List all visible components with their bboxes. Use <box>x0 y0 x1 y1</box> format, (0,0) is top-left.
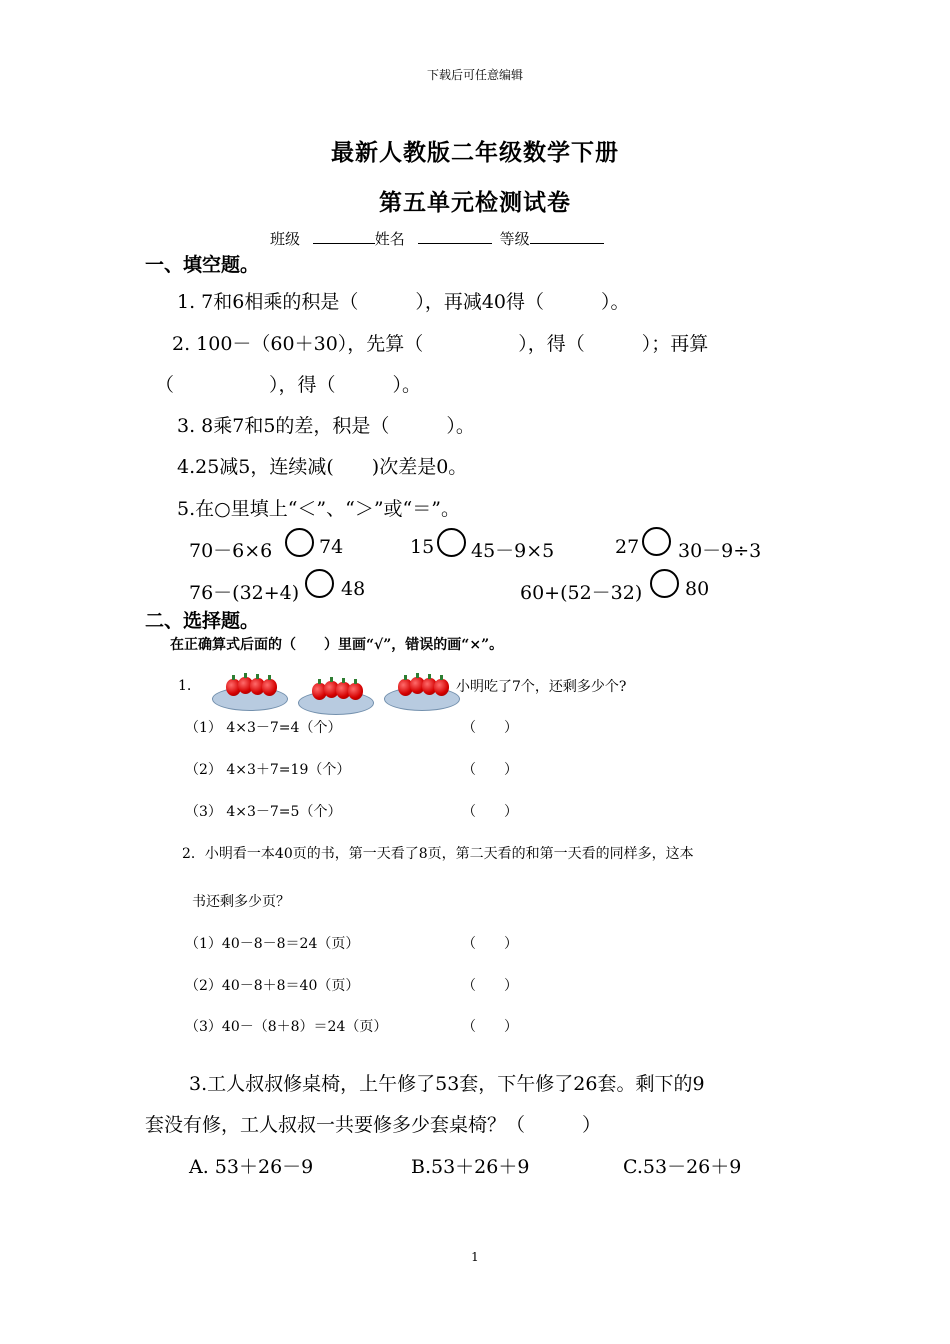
fill-question-1: 1. 7和6相乘的积是（ ），再减40得（ ）。 <box>177 291 630 313</box>
compare-right: 80 <box>685 578 710 600</box>
choice-option: （1）40－8－8＝24（页） <box>185 936 360 952</box>
answer-paren[interactable]: （ ） <box>462 762 518 778</box>
choice-b[interactable]: B.53＋26＋9 <box>411 1156 530 1178</box>
choice-problem-1-number: 1. <box>178 678 192 694</box>
student-info <box>270 228 604 249</box>
choice-option: （3）40－（8＋8）＝24（页） <box>185 1019 388 1035</box>
page-number: 1 <box>471 1250 479 1264</box>
compare-right: 74 <box>319 536 344 558</box>
name-blank[interactable] <box>418 229 492 244</box>
compare-right: 30－9÷3 <box>678 540 762 562</box>
compare-circle[interactable] <box>285 528 314 557</box>
class-blank[interactable] <box>313 229 375 244</box>
page-subtitle: 第五单元检测试卷 <box>379 189 571 216</box>
compare-left: 60+(52－32) <box>520 582 643 604</box>
choice-option: （3） 4×3－7=5（个） <box>185 804 342 820</box>
fill-question-3: 3. 8乘7和5的差，积是（ ）。 <box>177 415 475 437</box>
compare-circle[interactable] <box>305 569 334 598</box>
choice-problem-2-line2: 书还剩多少页？ <box>192 894 290 910</box>
compare-left: 76－(32+4) <box>189 582 300 604</box>
fill-question-5: 5.在○里填上“＜”、“＞”或“＝”。 <box>177 498 460 520</box>
choice-option: （1） 4×3－7=4（个） <box>185 720 342 736</box>
answer-paren[interactable]: （ ） <box>462 1019 518 1035</box>
fill-question-2b: （ ），得（ ）。 <box>155 374 422 396</box>
compare-circle[interactable] <box>437 528 466 557</box>
grade-blank[interactable] <box>530 229 604 244</box>
choice-a[interactable]: A. 53＋26－9 <box>189 1156 314 1178</box>
answer-paren[interactable]: （ ） <box>462 978 518 994</box>
compare-left: 70－6×6 <box>189 540 273 562</box>
page-header: 下载后可任意编辑 <box>426 68 523 82</box>
page-title: 最新人教版二年级数学下册 <box>331 139 619 166</box>
compare-circle[interactable] <box>642 527 671 556</box>
choice-option: （2）40－8＋8＝40（页） <box>185 978 360 994</box>
compare-right: 48 <box>341 578 366 600</box>
choice-c[interactable]: C.53－26＋9 <box>623 1156 742 1178</box>
name-label: 姓名 <box>374 230 405 248</box>
fill-question-4: 4.25减5，连续减( )次差是0。 <box>177 456 468 478</box>
compare-circle[interactable] <box>650 569 679 598</box>
answer-paren[interactable]: （ ） <box>462 936 518 952</box>
choice-problem-1-question: 小明吃了7个，还剩多少个? <box>456 679 627 695</box>
choice-problem-3-line1: 3.工人叔叔修桌椅，上午修了53套，下午修了26套。剩下的9 <box>189 1073 705 1095</box>
section2-heading: 二、选择题。 <box>145 610 260 632</box>
section1-heading: 一、填空题。 <box>145 254 260 276</box>
compare-right: 45－9×5 <box>471 540 555 562</box>
choice-problem-2-line1: 2．小明看一本40页的书，第一天看了8页，第二天看的和第一天看的同样多，这本 <box>182 846 694 862</box>
answer-paren[interactable]: （ ） <box>462 804 518 820</box>
section2-instruction: 在正确算式后面的（ ）里画“√”，错误的画“×”。 <box>170 637 504 653</box>
choice-option: （2） 4×3＋7=19（个） <box>185 762 351 778</box>
grade-label: 等级 <box>499 230 530 248</box>
class-label: 班级 <box>270 230 301 248</box>
compare-left: 15 <box>410 536 435 558</box>
choice-problem-3-line2: 套没有修，工人叔叔一共要修多少套桌椅？（ ） <box>145 1114 602 1136</box>
fill-question-2a: 2. 100－（60＋30），先算（ ），得（ ）；再算 <box>172 333 709 355</box>
compare-left: 27 <box>615 536 640 558</box>
answer-paren[interactable]: （ ） <box>462 720 518 736</box>
